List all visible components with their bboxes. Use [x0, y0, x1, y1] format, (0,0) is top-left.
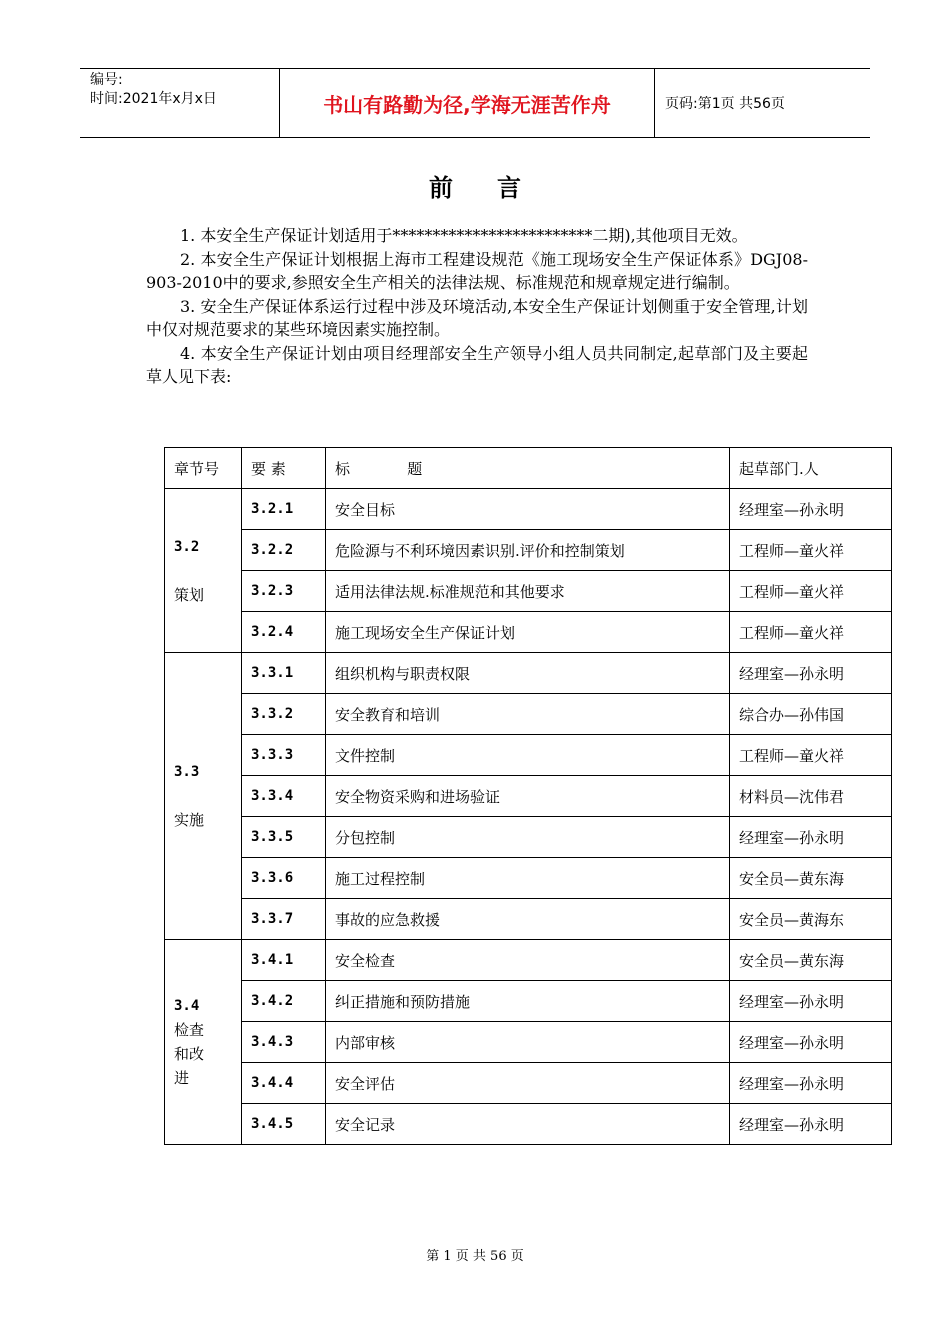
drafter-cell: 安全员—黄东海: [730, 858, 892, 899]
table-row: [165, 694, 892, 735]
drafter-cell: 安全员—黄海东: [730, 899, 892, 940]
title-cell: 安全教育和培训: [326, 694, 730, 735]
chapter-cell: [165, 940, 242, 1145]
table-row: [165, 899, 892, 940]
element-cell: 3.3.3: [242, 735, 326, 776]
table-row: [165, 776, 892, 817]
title-cell: 安全目标: [326, 489, 730, 530]
element-cell: 3.2.4: [242, 612, 326, 653]
element-cell: 3.2.1: [242, 489, 326, 530]
title-cell: 安全记录: [326, 1104, 730, 1145]
title-cell: 组织机构与职责权限: [326, 653, 730, 694]
title-cell: 事故的应急救援: [326, 899, 730, 940]
chapter-number: 3.2: [174, 538, 200, 555]
header-cell-drafter: 起草部门.人: [730, 448, 892, 489]
element-cell: 3.4.4: [242, 1063, 326, 1104]
drafter-cell: 经理室—孙永明: [730, 981, 892, 1022]
header-page-info: 页码:第1页 共56页: [665, 96, 785, 112]
intro-paragraph: 3. 安全生产保证体系运行过程中涉及环境活动,本安全生产保证计划侧重于安全管理,计划中仅对规范要求的某些环境因素实施控制。: [146, 296, 808, 339]
drafter-cell: 经理室—孙永明: [730, 653, 892, 694]
time-label: 时间:2021年x月x日: [90, 91, 217, 107]
element-cell: 3.4.1: [242, 940, 326, 981]
intro-paragraph: 1. 本安全生产保证计划适用于*************************二期),其他项目无效。: [180, 226, 748, 245]
title-cell: 文件控制: [326, 735, 730, 776]
table-row: [165, 571, 892, 612]
drafter-cell: 经理室—孙永明: [730, 489, 892, 530]
table-row: [165, 530, 892, 571]
page-title: 前言: [429, 174, 565, 202]
element-cell: 3.3.7: [242, 899, 326, 940]
drafter-cell: 工程师—童火祥: [730, 571, 892, 612]
table-row: [165, 653, 892, 694]
element-cell: 3.4.2: [242, 981, 326, 1022]
title-cell: 纠正措施和预防措施: [326, 981, 730, 1022]
table-row: [165, 981, 892, 1022]
number-label: 编号:: [90, 72, 123, 88]
header-cell-element: 要 素: [242, 448, 326, 489]
intro-paragraph: 2. 本安全生产保证计划根据上海市工程建设规范《施工现场安全生产保证体系》DGJ08-903-2010中的要求,参照安全生产相关的法律法规、标准规范和规章规定进行编制。: [146, 249, 808, 292]
table-row: [165, 735, 892, 776]
element-cell: 3.2.3: [242, 571, 326, 612]
header-cell-chapter: 章节号: [165, 448, 242, 489]
title-cell: 安全评估: [326, 1063, 730, 1104]
element-cell: 3.3.4: [242, 776, 326, 817]
title-cell: 危险源与不利环境因素识别.评价和控制策划: [326, 530, 730, 571]
intro-paragraph: 4. 本安全生产保证计划由项目经理部安全生产领导小组人员共同制定,起草部门及主要起草人见下表:: [146, 343, 808, 386]
drafter-cell: 工程师—童火祥: [730, 612, 892, 653]
table-row: [165, 940, 892, 981]
drafter-cell: 工程师—童火祥: [730, 530, 892, 571]
table-row: [165, 1063, 892, 1104]
drafter-cell: 材料员—沈伟君: [730, 776, 892, 817]
table-row: [165, 1022, 892, 1063]
drafting-table: [164, 447, 892, 1145]
table-row: [165, 612, 892, 653]
title-cell: 施工过程控制: [326, 858, 730, 899]
element-cell: 3.4.5: [242, 1104, 326, 1145]
chapter-cell: [165, 653, 242, 940]
drafter-cell: 经理室—孙永明: [730, 1022, 892, 1063]
drafter-cell: 工程师—童火祥: [730, 735, 892, 776]
element-cell: 3.3.2: [242, 694, 326, 735]
table-row: [165, 817, 892, 858]
drafter-cell: 经理室—孙永明: [730, 1104, 892, 1145]
chapter-name: 策划: [174, 585, 205, 604]
chapter-number: 3.3: [174, 764, 200, 780]
element-cell: 3.2.2: [242, 530, 326, 571]
table-row: [165, 858, 892, 899]
drafter-cell: 经理室—孙永明: [730, 817, 892, 858]
title-cell: 安全检查: [326, 940, 730, 981]
title-cell: 施工现场安全生产保证计划: [326, 612, 730, 653]
chapter-cell: [165, 489, 242, 653]
table-header-row: [165, 448, 892, 489]
chapter-name: 检查和改进: [174, 1021, 205, 1087]
element-cell: 3.3.5: [242, 817, 326, 858]
header-motto: 书山有路勤为径,学海无涯苦作舟: [280, 69, 655, 137]
page-footer: 第 1 页 共 56 页: [426, 1249, 524, 1264]
drafter-cell: 经理室—孙永明: [730, 1063, 892, 1104]
intro-text: [146, 224, 808, 389]
element-cell: 3.3.1: [242, 653, 326, 694]
drafter-cell: 综合办—孙伟国: [730, 694, 892, 735]
drafter-cell: 安全员—黄东海: [730, 940, 892, 981]
title-cell: 内部审核: [326, 1022, 730, 1063]
page-header: [80, 68, 870, 138]
title-cell: 分包控制: [326, 817, 730, 858]
chapter-name: 实施: [174, 811, 205, 829]
title-cell: 适用法律法规.标准规范和其他要求: [326, 571, 730, 612]
header-cell-title: 标 题: [326, 448, 730, 489]
table-row: [165, 1104, 892, 1145]
element-cell: 3.4.3: [242, 1022, 326, 1063]
title-cell: 安全物资采购和进场验证: [326, 776, 730, 817]
chapter-number: 3.4: [174, 998, 200, 1014]
element-cell: 3.3.6: [242, 858, 326, 899]
table-row: [165, 489, 892, 530]
header-meta: [80, 69, 280, 137]
